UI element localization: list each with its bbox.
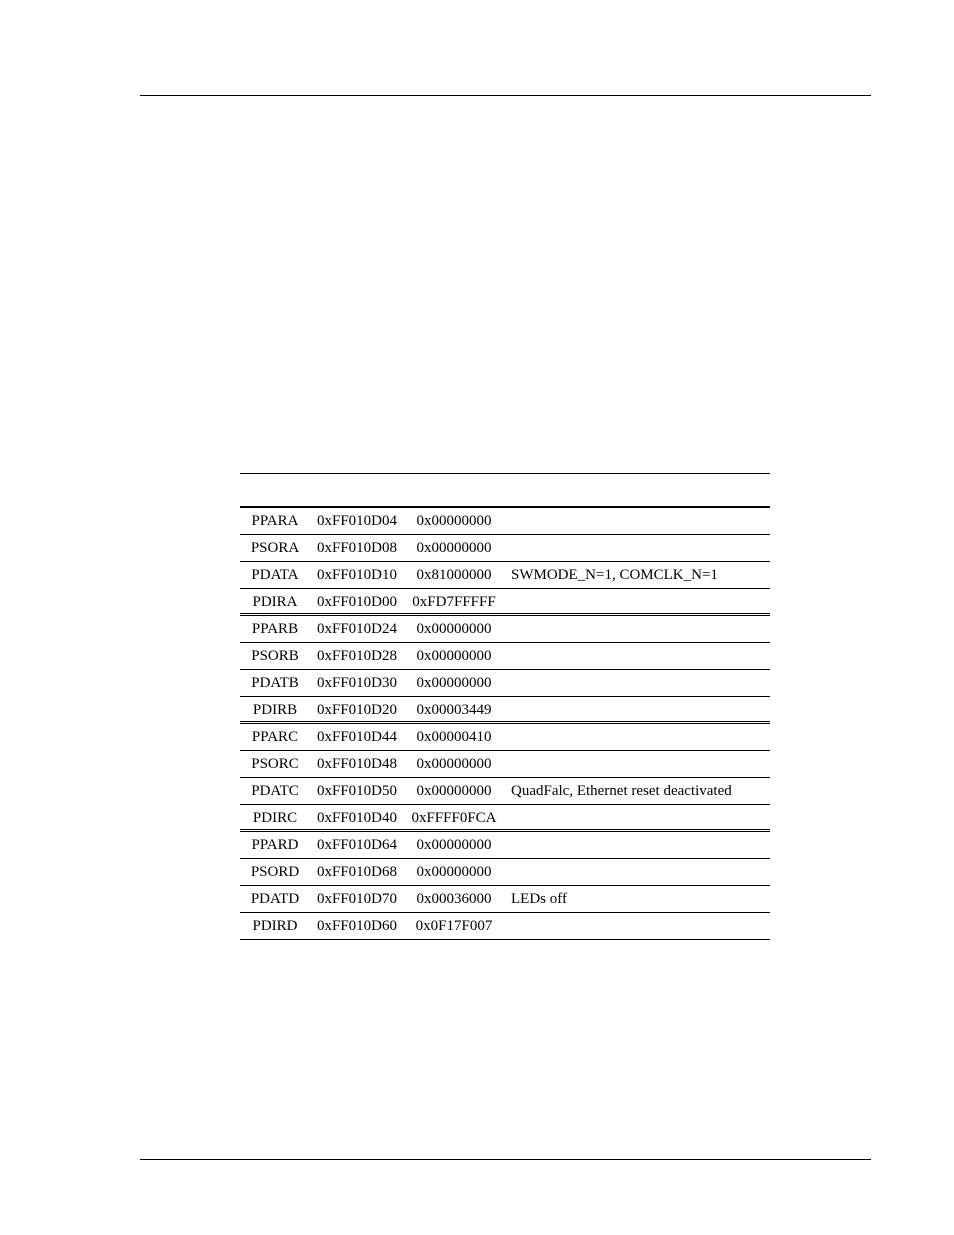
register-address-cell: 0xFF010D40 bbox=[317, 810, 398, 826]
register-description-cell: LEDs off bbox=[511, 891, 567, 907]
register-address-cell: 0xFF010D24 bbox=[317, 621, 398, 637]
table-row bbox=[240, 724, 770, 751]
register-address-cell: 0xFF010D10 bbox=[317, 567, 398, 583]
register-description-cell: QuadFalc, Ethernet reset deactivated bbox=[511, 783, 732, 799]
register-value-cell: 0x00036000 bbox=[416, 891, 492, 907]
table-row bbox=[240, 643, 770, 670]
table-row bbox=[240, 778, 770, 805]
table-row bbox=[240, 508, 770, 535]
register-name-cell: PDIRB bbox=[252, 702, 298, 718]
register-name-cell: PPARB bbox=[251, 621, 299, 637]
register-value-cell: 0x00000000 bbox=[416, 864, 492, 880]
register-name-cell: PSORC bbox=[251, 756, 299, 772]
register-address-cell: 0xFF010D68 bbox=[317, 864, 398, 880]
table-row bbox=[240, 616, 770, 643]
table-row bbox=[240, 562, 770, 589]
table-row bbox=[240, 886, 770, 913]
table-row bbox=[240, 751, 770, 778]
register-value-cell: 0x00000000 bbox=[416, 513, 492, 529]
register-value-cell: 0x00003449 bbox=[416, 702, 492, 718]
register-name-cell: PPARC bbox=[251, 729, 299, 745]
register-name-cell: PDIRA bbox=[252, 594, 298, 610]
register-name-cell: PDATD bbox=[250, 891, 300, 907]
register-name-cell: PSORA bbox=[250, 540, 300, 556]
register-table bbox=[240, 473, 770, 940]
register-address-cell: 0xFF010D04 bbox=[317, 513, 398, 529]
table-row bbox=[240, 859, 770, 886]
register-address-cell: 0xFF010D28 bbox=[317, 648, 398, 664]
register-address-cell: 0xFF010D00 bbox=[317, 594, 398, 610]
register-description-cell: SWMODE_N=1, COMCLK_N=1 bbox=[511, 567, 718, 583]
register-name-cell: PDATC bbox=[251, 783, 299, 799]
register-value-cell: 0xFFFF0FCA bbox=[411, 810, 497, 826]
register-value-cell: 0x00000000 bbox=[416, 540, 492, 556]
register-address-cell: 0xFF010D64 bbox=[317, 837, 398, 853]
register-address-cell: 0xFF010D50 bbox=[317, 783, 398, 799]
register-value-cell: 0x81000000 bbox=[416, 567, 492, 583]
register-address-cell: 0xFF010D70 bbox=[317, 891, 398, 907]
register-address-cell: 0xFF010D20 bbox=[317, 702, 398, 718]
register-address-cell: 0xFF010D60 bbox=[317, 918, 398, 934]
table-body bbox=[240, 508, 770, 940]
footer-rule bbox=[140, 1159, 871, 1160]
register-address-cell: 0xFF010D08 bbox=[317, 540, 398, 556]
register-name-cell: PSORD bbox=[250, 864, 300, 880]
header-rule bbox=[140, 95, 871, 96]
register-name-cell: PPARD bbox=[251, 837, 299, 853]
table-row bbox=[240, 913, 770, 940]
register-name-cell: PDIRC bbox=[252, 810, 298, 826]
table-row bbox=[240, 535, 770, 562]
register-value-cell: 0x00000000 bbox=[416, 837, 492, 853]
table-top-rule bbox=[240, 473, 770, 506]
table-row bbox=[240, 832, 770, 859]
register-value-cell: 0x00000000 bbox=[416, 783, 492, 799]
table-row bbox=[240, 589, 770, 616]
register-value-cell: 0x00000000 bbox=[416, 756, 492, 772]
register-value-cell: 0x00000000 bbox=[416, 675, 492, 691]
register-value-cell: 0x0F17F007 bbox=[415, 918, 493, 934]
register-name-cell: PPARA bbox=[251, 513, 299, 529]
register-value-cell: 0x00000410 bbox=[416, 729, 492, 745]
register-address-cell: 0xFF010D44 bbox=[317, 729, 398, 745]
register-value-cell: 0x00000000 bbox=[416, 648, 492, 664]
table-row bbox=[240, 670, 770, 697]
register-name-cell: PSORB bbox=[251, 648, 299, 664]
register-address-cell: 0xFF010D30 bbox=[317, 675, 398, 691]
register-name-cell: PDIRD bbox=[252, 918, 298, 934]
register-address-cell: 0xFF010D48 bbox=[317, 756, 398, 772]
table-row bbox=[240, 805, 770, 832]
register-name-cell: PDATA bbox=[251, 567, 299, 583]
table-row bbox=[240, 697, 770, 724]
register-name-cell: PDATB bbox=[251, 675, 299, 691]
register-value-cell: 0x00000000 bbox=[416, 621, 492, 637]
register-value-cell: 0xFD7FFFFF bbox=[412, 594, 496, 610]
